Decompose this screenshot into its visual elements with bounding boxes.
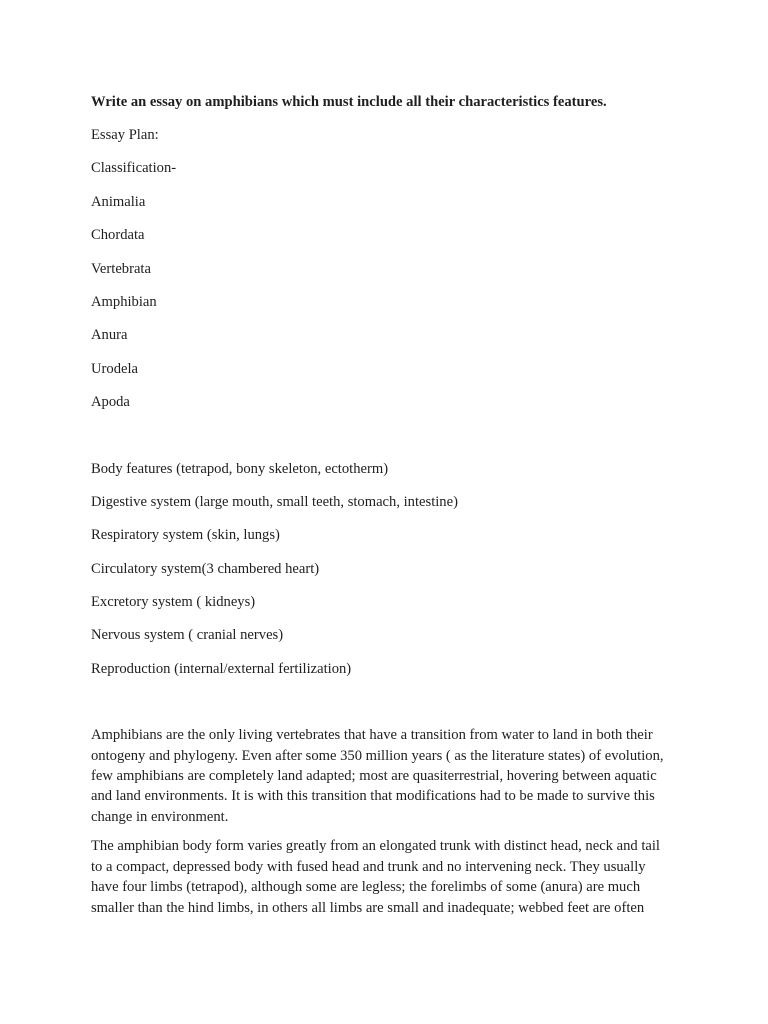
system-item-circulatory: Circulatory system(3 chambered heart)	[91, 560, 320, 577]
system-item-nervous: Nervous system ( cranial nerves)	[91, 627, 284, 644]
classification-label: Classification-	[91, 160, 177, 177]
blank-line	[91, 426, 671, 459]
classification-item-apoda: Apoda	[91, 394, 130, 411]
system-item-body-features: Body features (tetrapod, bony skeleton, ectotherm)	[91, 460, 389, 477]
classification-item-urodela: Urodela	[91, 360, 139, 377]
document-body	[91, 92, 671, 918]
classification-item-amphibian: Amphibian	[91, 293, 157, 310]
system-item-respiratory: Respiratory system (skin, lungs)	[91, 527, 280, 544]
essay-question-heading: Write an essay on amphibians which must include all their characteristics features.	[91, 94, 607, 110]
system-item-reproduction: Reproduction (internal/external fertilization)	[91, 660, 352, 677]
blank-line	[91, 692, 671, 725]
system-item-digestive: Digestive system (large mouth, small teeth, stomach, intestine)	[91, 493, 458, 510]
essay-plan-label: Essay Plan:	[91, 127, 159, 143]
classification-item-anura: Anura	[91, 327, 128, 344]
classification-item-animalia: Animalia	[91, 193, 146, 210]
system-item-excretory: Excretory system ( kidneys)	[91, 594, 256, 611]
classification-item-chordata: Chordata	[91, 227, 145, 244]
classification-item-vertebrata: Vertebrata	[91, 260, 151, 277]
essay-paragraph: The amphibian body form varies greatly from an elongated trunk with distinct head, neck and tail to a compact, depressed body with fused head and trunk and no intervening neck. They usually have four limbs (tetrapod), although some are legless; the forelimbs of some (anura) are much smaller than the hind limbs, in others all limbs are small and inadequate; webbed feet are often	[91, 838, 660, 916]
essay-paragraph: Amphibians are the only living vertebrates that have a transition from water to land in both their ontogeny and phylogeny. Even after some 350 million years ( as the literature states) of evolution, few amphibians are completely land adapted; most are quasiterrestrial, hovering between aquatic and land environments. It is with this transition that modifications had to be made to survive this change in environment.	[91, 727, 664, 825]
